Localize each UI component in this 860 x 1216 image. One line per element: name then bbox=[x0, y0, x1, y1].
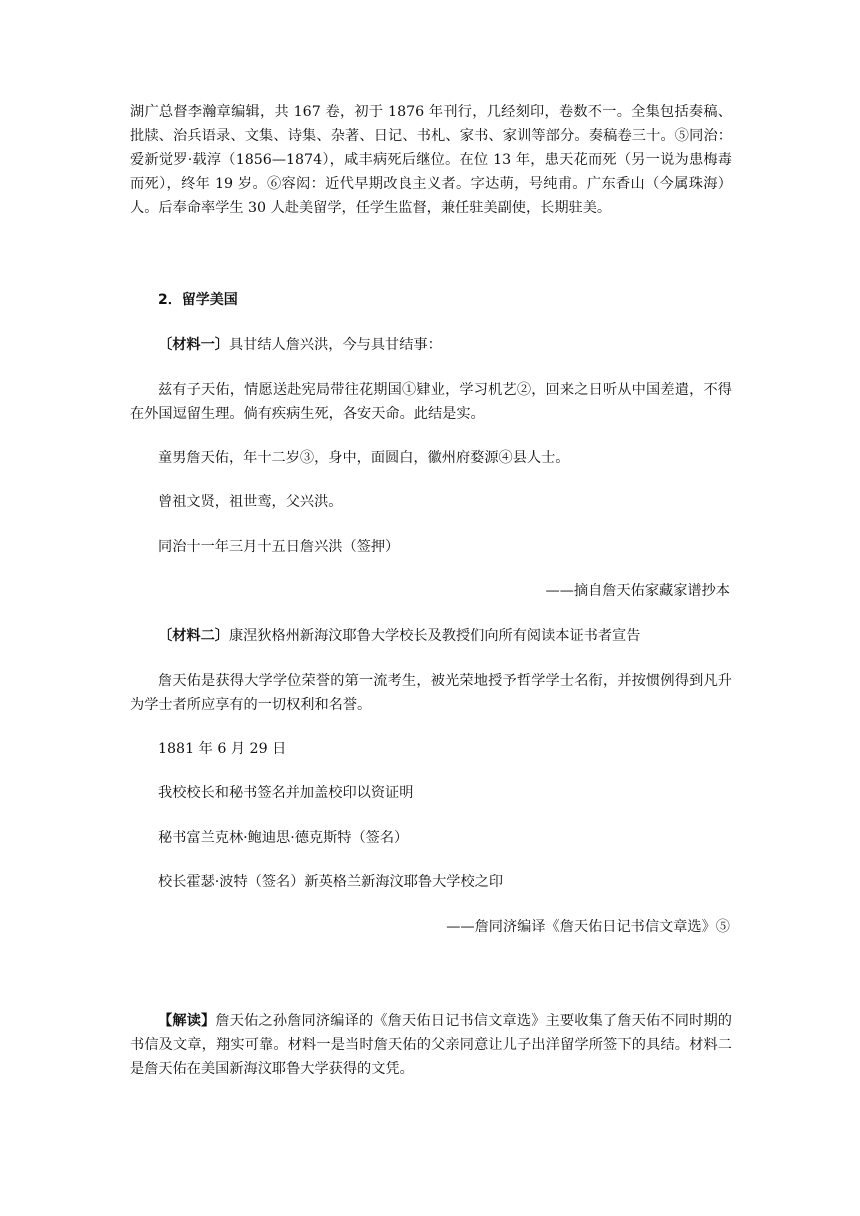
material2-seal-line: 我校校长和秘书签名并加盖校印以资证明 bbox=[158, 785, 414, 801]
material2-secretary: 秘书富兰克林·鲍迪思·德克斯特（签名） bbox=[158, 830, 409, 846]
material1-ancestors: 曾祖文贤，祖世鸾，父兴洪。 bbox=[158, 494, 343, 510]
notes-paragraph: 湖广总督李瀚章编辑，共 167 卷，初于 1876 年刊行，几经刻印，卷数不一。全集包括奏稿、批牍、治兵语录、文集、诗集、杂著、日记、书札、家书、家训等部分。奏稿卷三十。⑤同治：爱新觉罗·载淳（1856—1874），咸丰病死后继位。在位 13 年，患天花而死（另一说为患梅毒而死），终年 19 岁。⑥容闳：近代早期改良主义者。字达萌，号纯甫。广东香山（今属珠海）人。后奉命率学生 30 人赴美留学，任学生监督，兼任驻美副使，长期驻美。 bbox=[130, 104, 732, 216]
interpretation-text: 詹天佑之孙詹同济编译的《詹天佑日记书信文章选》主要收集了詹天佑不同时期的书信及文章，翔实可靠。材料一是当时詹天佑的父亲同意让儿子出洋留学所签下的具结。材料二是詹天佑在美国新海汶耶鲁大学获得的文凭。 bbox=[130, 1013, 732, 1077]
material1-date-sign: 同治十一年三月十五日詹兴洪（签押） bbox=[158, 539, 400, 555]
material1-intro: 具甘结人詹兴洪，今与具甘结事： bbox=[228, 337, 442, 353]
material1-body: 兹有子天佑，情愿送赴宪局带往花期国①肄业，学习机艺②，回来之日听从中国差遣，不得在外国逗留生理。倘有疾病生死，各安天命。此结是实。 bbox=[130, 382, 732, 422]
material1-child: 童男詹天佑，年十二岁③，身中，面圆白，徽州府婺源④县人士。 bbox=[158, 450, 570, 466]
material1-label: 〔材料一〕 bbox=[158, 337, 229, 353]
material2-date: 1881 年 6 月 29 日 bbox=[158, 741, 287, 757]
material2-intro: 康涅狄格州新海汶耶鲁大学校长及教授们向所有阅读本证书者宣告 bbox=[228, 628, 641, 644]
material2-label: 〔材料二〕 bbox=[158, 628, 229, 644]
interpretation-paragraph bbox=[130, 1009, 732, 1081]
material2-body: 詹天佑是获得大学学位荣誉的第一流考生，被光荣地授予哲学学士名衔，并按惯例得到凡升为学士者所应享有的一切权利和名誉。 bbox=[130, 673, 732, 713]
section-heading: 2．留学美国 bbox=[158, 292, 238, 308]
material2-source: ——詹同济编译《詹天佑日记书信文章选》⑤ bbox=[446, 919, 730, 935]
material1-source: ——摘自詹天佑家藏家谱抄本 bbox=[545, 583, 730, 599]
material1-intro-paragraph bbox=[130, 333, 732, 357]
interpretation-label: 【解读】 bbox=[158, 1013, 216, 1029]
material2-intro-paragraph bbox=[130, 624, 732, 648]
material2-president: 校长霍瑟·波特（签名）新英格兰新海汶耶鲁大学校之印 bbox=[158, 874, 504, 890]
